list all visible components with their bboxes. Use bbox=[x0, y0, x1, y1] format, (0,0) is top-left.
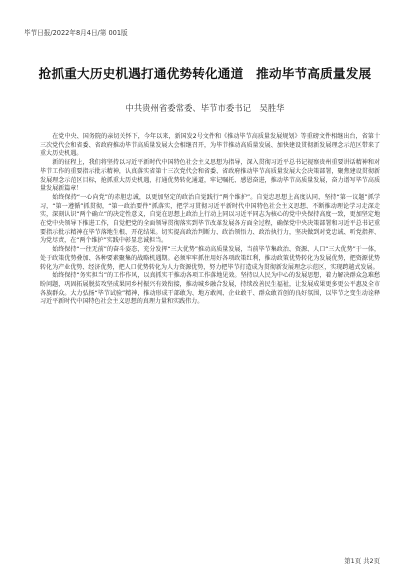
article-paragraph-2: 新的征程上，我们将坚持以习近平新时代中国特色社会主义思想为指导，深入贯彻习近平总书记视察贵州重要讲话精神和对毕节工作的重要指示批示精神，认真落实省第十三次党代会和省委、省政府推动毕节高质量发展大会决策部署，聚焦建设贯彻新发展理念示范区目标，抢抓重大历史机遇，打通优势转化通道，牢记嘱托、感恩奋进，推动毕节高质量发展，奋力谱写毕节高质量发展新篇章！ bbox=[40, 159, 380, 193]
article-paragraph-4: 始终保持“一往无前”的奋斗姿态，充分发挥“三大优势”推动高质量发展，当前毕节集政治、资源、人口“三大优势”于一体，处于政策优势叠加、各种要素聚集的战略机遇期。必须牢牢抓住用好各项政策红利，推动政策优势转化为发展优势，把资源优势转化为产业优势、经济优势，把人口优势转化为人力资源优势，努力把毕节打造成为贯彻新发展理念示范区，实现跨越式发展。 bbox=[40, 246, 380, 271]
article-paragraph-3: 始终保持“一心向党”的赤胆忠诚，以更加坚定的政治自觉践行“两个维护”。自觉忠思想上高度认同，坚持“第一议题”抓学习，“第一遵循”抓贯彻，“第一政治要件”抓落实，把学习贯彻习近平新时代中国特色社会主义思想、不断推动理论学习走深走实，深刻认识“两个确立”的决定性意义，自觉在思想上政治上行动上同以习近平同志为核心的党中央保持高度一致，更加坚定地在党中央领导下推进工作，自觉把党的全面领导贯彻落实到毕节改革发展各方面全过程，确保党中央决策部署和习近平总书记重要指示批示精神在毕节落地生根、开花结果。切实提高政治判断力、政治领悟力、政治执行力，坚决做到对党忠诚、听党指挥、为党尽责，在“两个维护”实践中彰显忠诚担当。 bbox=[40, 193, 380, 245]
article-byline: 中共贵州省委常委、毕节市委书记 吴胜华 bbox=[125, 103, 285, 113]
article-paragraph-1: 在党中央、国务院的亲切关怀下，今年以来，新国发2号文件和《推动毕节高质量发展规划》等重磅文件相继出台，省第十三次党代会和省委、省政府推动毕节高质量发展大会相继召开，为毕节推动高质量发展、加快建设贯彻新发展理念示范区带来了重大历史机遇。 bbox=[40, 133, 380, 158]
article-title: 抢抓重大历史机遇打通优势转化通道 推动毕节高质量发展 bbox=[38, 66, 372, 81]
page-number: 第1页 共2页 bbox=[344, 557, 380, 565]
newspaper-header: 毕节日报/2022年8月4日/第 001版 bbox=[24, 29, 128, 37]
article-body bbox=[40, 133, 380, 307]
article-paragraph-5: 始终保持“务实担当”的工作作风，以真抓实干推动各项工作落地见效。坚持以人民为中心的发展思想，着力解决群众急难愁盼问题，巩固拓展脱贫攻坚成果同乡村振兴有效衔接，推动城乡融合发展，持续改善民生福祉，让发展成果更多更公平惠及全市各族群众。大力弘扬“毕节试验”精神，推动形成干部敢为、地方敢闯、企业敢干、群众敢首创的良好氛围，以毕节之变生动诠释习近平新时代中国特色社会主义思想的真理力量和实践伟力。 bbox=[40, 272, 380, 306]
